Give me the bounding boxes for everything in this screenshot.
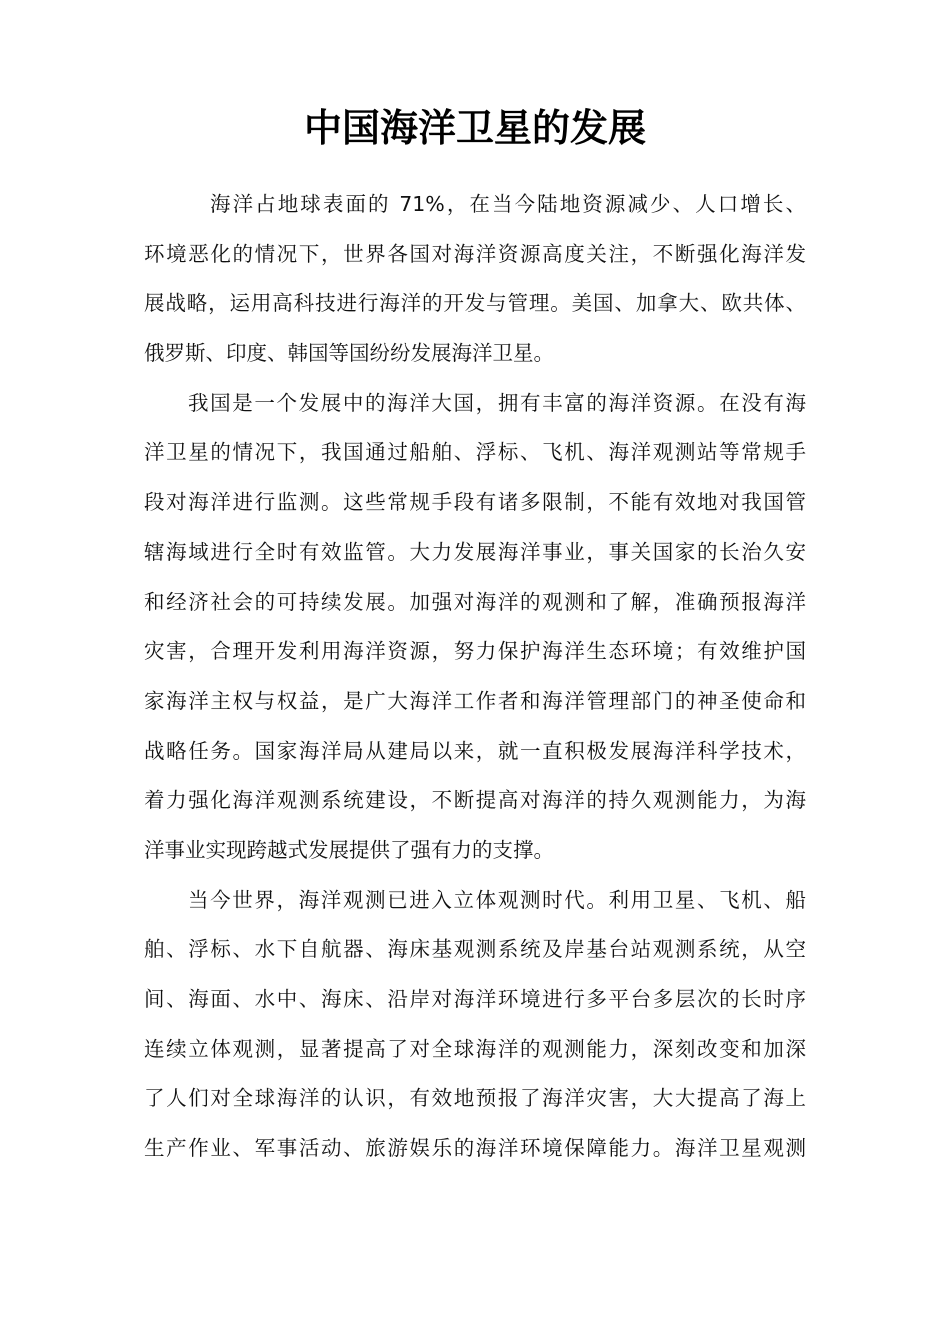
document-title: 中国海洋卫星的发展 bbox=[303, 106, 646, 150]
paragraph-3-line-3: 间、海面、水中、海床、沿岸对海洋环境进行多平台多层次的长时序 bbox=[144, 987, 806, 1011]
paragraph-1-line-4: 俄罗斯、印度、韩国等国纷纷发展海洋卫星。 bbox=[144, 341, 554, 366]
paragraph-3-line-5: 了人们对全球海洋的认识，有效地预报了海洋灾害，大大提高了海上 bbox=[144, 1086, 806, 1111]
paragraph-2-line-5: 和经济社会的可持续发展。加强对海洋的观测和了解，准确预报海洋 bbox=[144, 589, 806, 614]
paragraph-3-line-1: 当今世界，海洋观测已进入立体观测时代。利用卫星、飞机、船 bbox=[188, 887, 806, 912]
paragraph-2-line-7: 家海洋主权与权益，是广大海洋工作者和海洋管理部门的神圣使命和 bbox=[144, 688, 806, 713]
paragraph-2-line-10: 洋事业实现跨越式发展提供了强有力的支撑。 bbox=[144, 837, 554, 862]
paragraph-1-line-1: 海洋占地球表面的 71%，在当今陆地资源减少、人口增长、 bbox=[210, 192, 806, 216]
document-body bbox=[144, 180, 806, 1174]
paragraph-2-line-3: 段对海洋进行监测。这些常规手段有诸多限制，不能有效地对我国管 bbox=[144, 490, 806, 515]
paragraph-3-line-6: 生产作业、军事活动、旅游娱乐的海洋环境保障能力。海洋卫星观测 bbox=[144, 1136, 806, 1161]
paragraph-2-line-6: 灾害，合理开发利用海洋资源，努力保护海洋生态环境；有效维护国 bbox=[144, 639, 806, 664]
paragraph-1-line-3: 展战略，运用高科技进行海洋的开发与管理。美国、加拿大、欧共体、 bbox=[144, 291, 806, 316]
paragraph-3-line-4: 连续立体观测，显著提高了对全球海洋的观测能力，深刻改变和加深 bbox=[144, 1036, 806, 1061]
paragraph-3-line-2: 舶、浮标、水下自航器、海床基观测系统及岸基台站观测系统，从空 bbox=[144, 937, 806, 962]
paragraph-2-line-8: 战略任务。国家海洋局从建局以来，就一直积极发展海洋科学技术， bbox=[144, 738, 806, 763]
paragraph-2-line-1: 我国是一个发展中的海洋大国，拥有丰富的海洋资源。在没有海 bbox=[188, 390, 806, 415]
paragraph-2-line-4: 辖海域进行全时有效监管。大力发展海洋事业，事关国家的长治久安 bbox=[144, 539, 806, 564]
paragraph-2-line-2: 洋卫星的情况下，我国通过船舶、浮标、飞机、海洋观测站等常规手 bbox=[144, 440, 806, 465]
paragraph-2-line-9: 着力强化海洋观测系统建设，不断提高对海洋的持久观测能力，为海 bbox=[144, 788, 806, 813]
paragraph-1-line-2: 环境恶化的情况下，世界各国对海洋资源高度关注，不断强化海洋发 bbox=[144, 241, 806, 266]
